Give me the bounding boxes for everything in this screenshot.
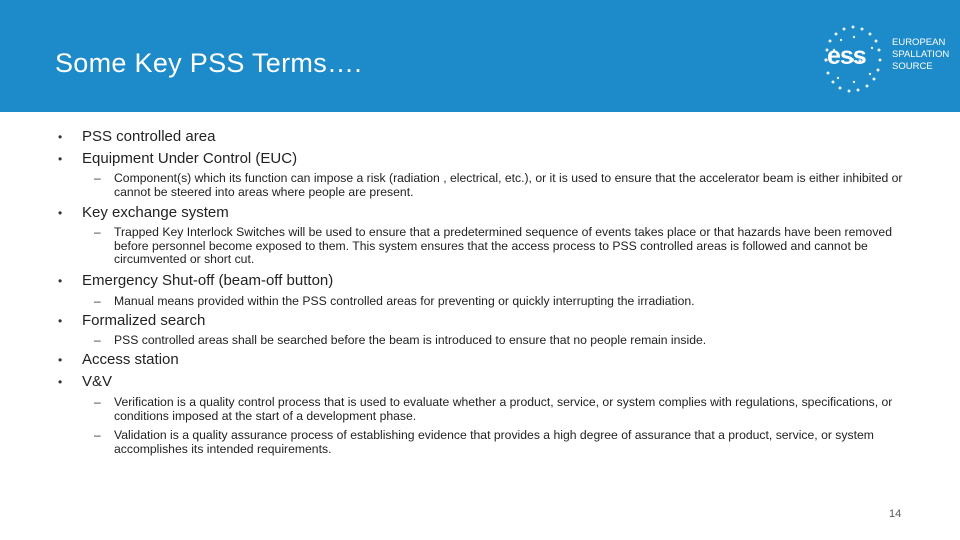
sub-item: Component(s) which its function can impose a risk (radiation , electrical, etc.), or it is used to ensure that the accelerator beam is either inhibited or cannot be steered into areas where people are present. bbox=[114, 171, 903, 199]
ess-logo-wordmark: ess bbox=[827, 42, 866, 70]
sub-item: Validation is a quality assurance process of establishing evidence that provides a high degree of assurance that a product, service, or system accomplishes its intended requirements. bbox=[114, 428, 874, 456]
sub-item: PSS controlled areas shall be searched before the beam is introduced to ensure that no people remain inside. bbox=[114, 333, 707, 347]
bullet: • bbox=[58, 274, 63, 288]
sub-item: Trapped Key Interlock Switches will be used to ensure that a predetermined sequence of events takes place or that hazards have been removed before personnel become exposed to them. This system ensures that the access process to PSS controlled areas is followed and cannot be circumvented or short cut. bbox=[114, 225, 892, 267]
list-item: Key exchange system bbox=[82, 204, 229, 221]
list-item: V&V bbox=[82, 373, 113, 390]
bullet: • bbox=[58, 314, 63, 328]
dash: – bbox=[94, 225, 101, 239]
list-item: Access station bbox=[82, 351, 179, 368]
page-number: 14 bbox=[889, 508, 902, 520]
dash: – bbox=[94, 395, 101, 409]
dash: – bbox=[94, 171, 101, 185]
dash: – bbox=[94, 294, 101, 308]
list-item: Equipment Under Control (EUC) bbox=[82, 150, 298, 167]
header-bar bbox=[0, 0, 960, 112]
list-item: Formalized search bbox=[82, 312, 206, 329]
bullet: • bbox=[58, 130, 63, 144]
bullet: • bbox=[58, 353, 63, 367]
list-item: PSS controlled area bbox=[82, 128, 216, 145]
bullet: • bbox=[58, 206, 63, 220]
dash: – bbox=[94, 333, 101, 347]
sub-item: Manual means provided within the PSS controlled areas for preventing or quickly interrupting the irradiation. bbox=[114, 294, 695, 308]
bullet: • bbox=[58, 152, 63, 166]
dash: – bbox=[94, 428, 101, 442]
sub-item: Verification is a quality control process that is used to evaluate whether a product, service, or system complies with regulations, specifications, or conditions imposed at the start of a development phase. bbox=[114, 395, 893, 423]
ess-logo-text: EUROPEAN SPALLATION SOURCE bbox=[892, 37, 950, 72]
slide-title: Some Key PSS Terms…. bbox=[55, 48, 363, 78]
bullet: • bbox=[58, 375, 63, 389]
list-item: Emergency Shut-off (beam-off button) bbox=[82, 272, 334, 289]
